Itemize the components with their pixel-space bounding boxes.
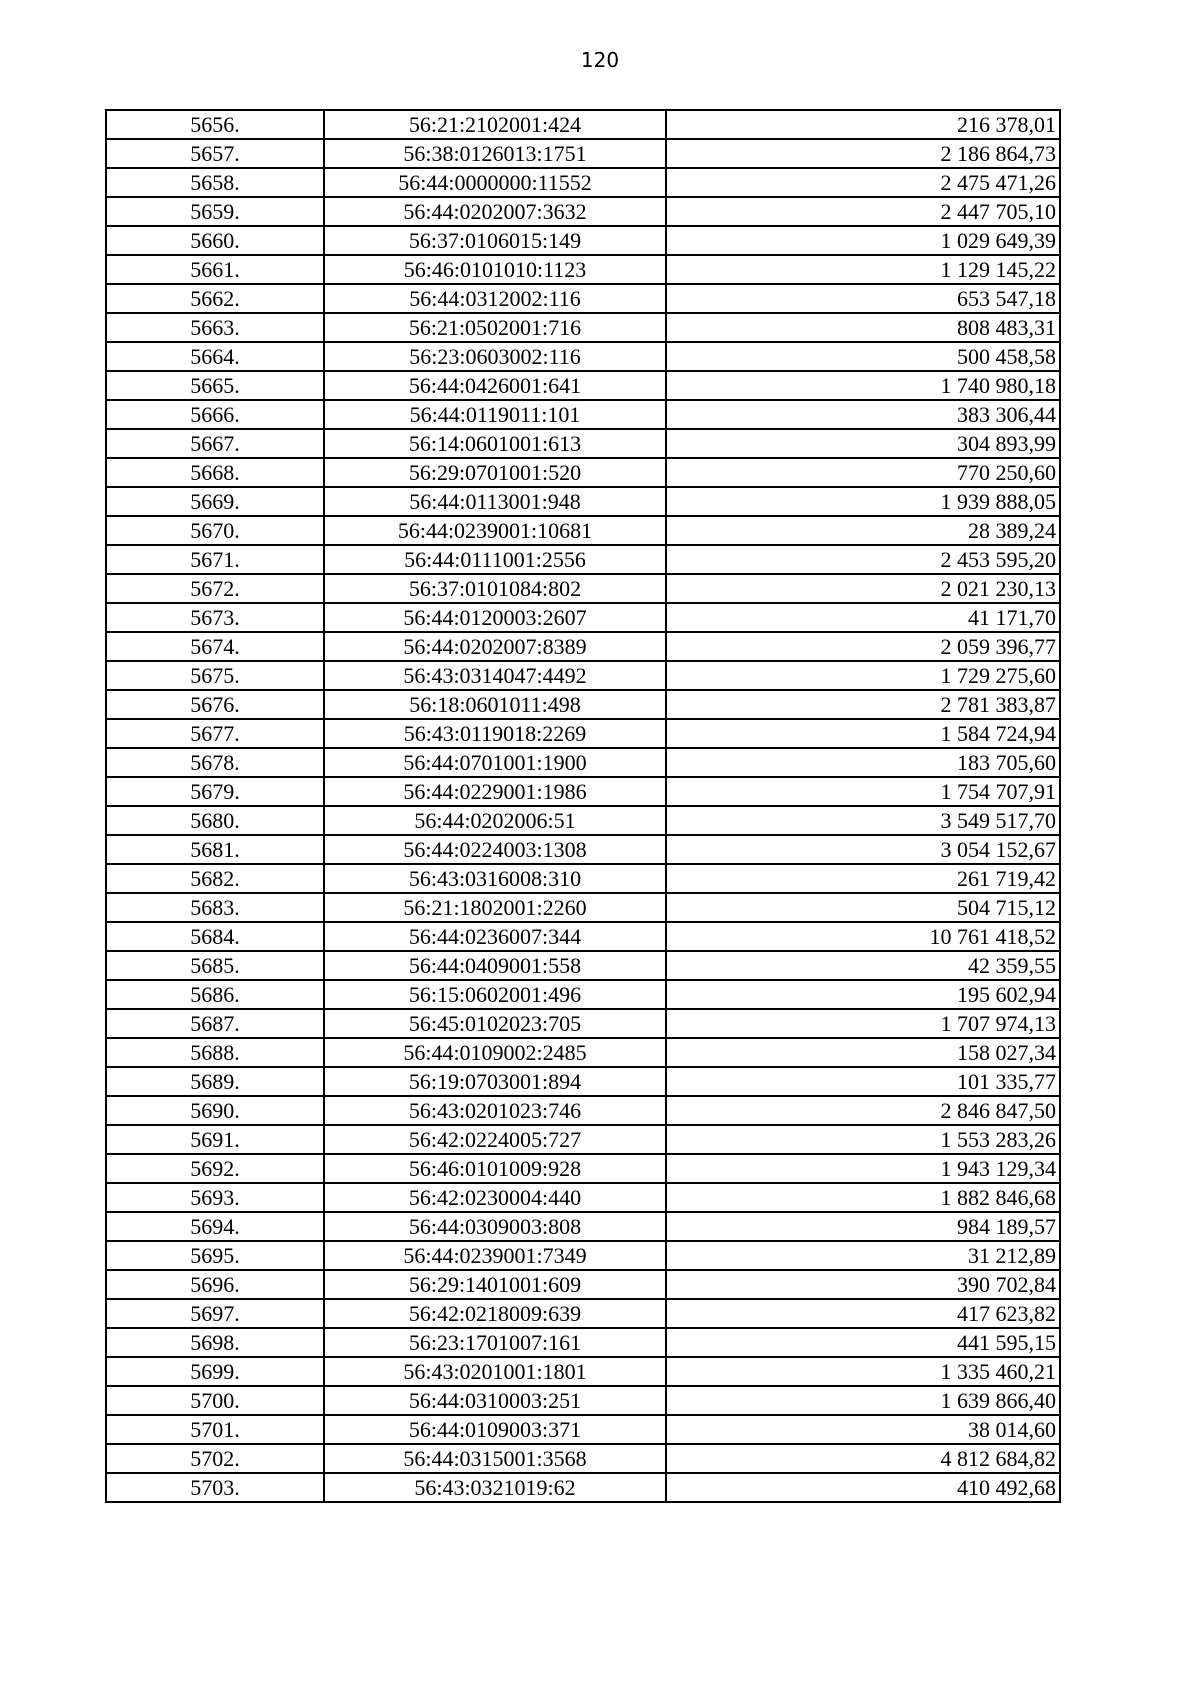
table-row bbox=[106, 574, 1060, 603]
cadastral-value-cell: 2 186 864,73 bbox=[666, 139, 1060, 168]
row-number-cell: 5656. bbox=[106, 110, 324, 139]
table-row bbox=[106, 487, 1060, 516]
row-number-cell: 5696. bbox=[106, 1270, 324, 1299]
cadastral-number-cell: 56:44:0224003:1308 bbox=[324, 835, 666, 864]
table-row bbox=[106, 400, 1060, 429]
row-number-cell: 5702. bbox=[106, 1444, 324, 1473]
table-row bbox=[106, 458, 1060, 487]
cadastral-value-cell: 4 812 684,82 bbox=[666, 1444, 1060, 1473]
table-row bbox=[106, 864, 1060, 893]
cadastral-value-cell: 500 458,58 bbox=[666, 342, 1060, 371]
table-row bbox=[106, 226, 1060, 255]
cadastral-value-cell: 10 761 418,52 bbox=[666, 922, 1060, 951]
cadastral-number-cell: 56:44:0236007:344 bbox=[324, 922, 666, 951]
row-number-cell: 5692. bbox=[106, 1154, 324, 1183]
row-number-cell: 5670. bbox=[106, 516, 324, 545]
cadastral-value-cell: 417 623,82 bbox=[666, 1299, 1060, 1328]
table-row bbox=[106, 371, 1060, 400]
table-row bbox=[106, 110, 1060, 139]
cadastral-number-cell: 56:21:0502001:716 bbox=[324, 313, 666, 342]
cadastral-value-cell: 1 129 145,22 bbox=[666, 255, 1060, 284]
cadastral-number-cell: 56:44:0119011:101 bbox=[324, 400, 666, 429]
row-number-cell: 5667. bbox=[106, 429, 324, 458]
cadastral-number-cell: 56:23:1701007:161 bbox=[324, 1328, 666, 1357]
table-row bbox=[106, 1154, 1060, 1183]
table-row bbox=[106, 690, 1060, 719]
cadastral-number-cell: 56:44:0202006:51 bbox=[324, 806, 666, 835]
row-number-cell: 5664. bbox=[106, 342, 324, 371]
cadastral-number-cell: 56:44:0229001:1986 bbox=[324, 777, 666, 806]
cadastral-value-cell: 1 584 724,94 bbox=[666, 719, 1060, 748]
table-row bbox=[106, 1270, 1060, 1299]
cadastral-number-cell: 56:42:0218009:639 bbox=[324, 1299, 666, 1328]
cadastral-value-cell: 304 893,99 bbox=[666, 429, 1060, 458]
table-row bbox=[106, 748, 1060, 777]
row-number-cell: 5701. bbox=[106, 1415, 324, 1444]
row-number-cell: 5689. bbox=[106, 1067, 324, 1096]
cadastral-number-cell: 56:38:0126013:1751 bbox=[324, 139, 666, 168]
cadastral-number-cell: 56:43:0119018:2269 bbox=[324, 719, 666, 748]
cadastral-value-cell: 1 939 888,05 bbox=[666, 487, 1060, 516]
row-number-cell: 5688. bbox=[106, 1038, 324, 1067]
row-number-cell: 5693. bbox=[106, 1183, 324, 1212]
row-number-cell: 5663. bbox=[106, 313, 324, 342]
table-row bbox=[106, 777, 1060, 806]
cadastral-number-cell: 56:44:0239001:7349 bbox=[324, 1241, 666, 1270]
table-row bbox=[106, 603, 1060, 632]
table-row bbox=[106, 342, 1060, 371]
cadastral-number-cell: 56:44:0309003:808 bbox=[324, 1212, 666, 1241]
cadastral-value-cell: 216 378,01 bbox=[666, 110, 1060, 139]
cadastral-number-cell: 56:21:2102001:424 bbox=[324, 110, 666, 139]
row-number-cell: 5660. bbox=[106, 226, 324, 255]
cadastral-number-cell: 56:46:0101009:928 bbox=[324, 1154, 666, 1183]
row-number-cell: 5671. bbox=[106, 545, 324, 574]
table-row bbox=[106, 1241, 1060, 1270]
cadastral-value-cell: 1 729 275,60 bbox=[666, 661, 1060, 690]
cadastral-number-cell: 56:44:0312002:116 bbox=[324, 284, 666, 313]
row-number-cell: 5662. bbox=[106, 284, 324, 313]
row-number-cell: 5666. bbox=[106, 400, 324, 429]
cadastral-number-cell: 56:45:0102023:705 bbox=[324, 1009, 666, 1038]
row-number-cell: 5658. bbox=[106, 168, 324, 197]
cadastral-number-cell: 56:14:0601001:613 bbox=[324, 429, 666, 458]
cadastral-number-cell: 56:44:0202007:3632 bbox=[324, 197, 666, 226]
table-row bbox=[106, 922, 1060, 951]
cadastral-number-cell: 56:44:0111001:2556 bbox=[324, 545, 666, 574]
table-row bbox=[106, 1357, 1060, 1386]
table-row bbox=[106, 429, 1060, 458]
cadastral-number-cell: 56:42:0224005:727 bbox=[324, 1125, 666, 1154]
row-number-cell: 5673. bbox=[106, 603, 324, 632]
table-row bbox=[106, 1067, 1060, 1096]
cadastral-number-cell: 56:43:0201001:1801 bbox=[324, 1357, 666, 1386]
cadastral-value-cell: 390 702,84 bbox=[666, 1270, 1060, 1299]
table-row bbox=[106, 545, 1060, 574]
cadastral-value-cell: 42 359,55 bbox=[666, 951, 1060, 980]
row-number-cell: 5675. bbox=[106, 661, 324, 690]
cadastral-number-cell: 56:42:0230004:440 bbox=[324, 1183, 666, 1212]
cadastral-number-cell: 56:44:0426001:641 bbox=[324, 371, 666, 400]
row-number-cell: 5695. bbox=[106, 1241, 324, 1270]
table-row bbox=[106, 255, 1060, 284]
table-row bbox=[106, 1328, 1060, 1357]
row-number-cell: 5697. bbox=[106, 1299, 324, 1328]
cadastral-value-cell: 1 029 649,39 bbox=[666, 226, 1060, 255]
cadastral-value-cell: 383 306,44 bbox=[666, 400, 1060, 429]
table-row bbox=[106, 139, 1060, 168]
cadastral-value-cell: 1 943 129,34 bbox=[666, 1154, 1060, 1183]
cadastral-value-cell: 2 021 230,13 bbox=[666, 574, 1060, 603]
cadastral-value-cell: 2 453 595,20 bbox=[666, 545, 1060, 574]
cadastral-value-cell: 984 189,57 bbox=[666, 1212, 1060, 1241]
row-number-cell: 5685. bbox=[106, 951, 324, 980]
cadastral-value-cell: 2 059 396,77 bbox=[666, 632, 1060, 661]
row-number-cell: 5657. bbox=[106, 139, 324, 168]
cadastral-number-cell: 56:23:0603002:116 bbox=[324, 342, 666, 371]
cadastral-value-cell: 158 027,34 bbox=[666, 1038, 1060, 1067]
row-number-cell: 5665. bbox=[106, 371, 324, 400]
row-number-cell: 5674. bbox=[106, 632, 324, 661]
cadastral-value-cell: 808 483,31 bbox=[666, 313, 1060, 342]
row-number-cell: 5694. bbox=[106, 1212, 324, 1241]
cadastral-value-cell: 770 250,60 bbox=[666, 458, 1060, 487]
row-number-cell: 5699. bbox=[106, 1357, 324, 1386]
table-row bbox=[106, 632, 1060, 661]
row-number-cell: 5680. bbox=[106, 806, 324, 835]
table-row bbox=[106, 168, 1060, 197]
cadastral-number-cell: 56:44:0113001:948 bbox=[324, 487, 666, 516]
cadastral-number-cell: 56:44:0239001:10681 bbox=[324, 516, 666, 545]
cadastral-value-cell: 2 475 471,26 bbox=[666, 168, 1060, 197]
cadastral-value-cell: 41 171,70 bbox=[666, 603, 1060, 632]
cadastral-value-cell: 3 054 152,67 bbox=[666, 835, 1060, 864]
table-row bbox=[106, 980, 1060, 1009]
row-number-cell: 5668. bbox=[106, 458, 324, 487]
row-number-cell: 5682. bbox=[106, 864, 324, 893]
table-row bbox=[106, 1473, 1060, 1502]
cadastral-value-cell: 2 447 705,10 bbox=[666, 197, 1060, 226]
row-number-cell: 5672. bbox=[106, 574, 324, 603]
cadastral-number-cell: 56:43:0321019:62 bbox=[324, 1473, 666, 1502]
cadastral-number-cell: 56:19:0703001:894 bbox=[324, 1067, 666, 1096]
cadastral-value-cell: 2 781 383,87 bbox=[666, 690, 1060, 719]
row-number-cell: 5677. bbox=[106, 719, 324, 748]
table-row bbox=[106, 516, 1060, 545]
cadastral-number-cell: 56:44:0310003:251 bbox=[324, 1386, 666, 1415]
cadastral-value-cell: 441 595,15 bbox=[666, 1328, 1060, 1357]
cadastral-number-cell: 56:44:0120003:2607 bbox=[324, 603, 666, 632]
row-number-cell: 5691. bbox=[106, 1125, 324, 1154]
cadastral-number-cell: 56:29:1401001:609 bbox=[324, 1270, 666, 1299]
cadastral-value-cell: 1 639 866,40 bbox=[666, 1386, 1060, 1415]
cadastral-value-cell: 1 754 707,91 bbox=[666, 777, 1060, 806]
cadastral-value-cell: 410 492,68 bbox=[666, 1473, 1060, 1502]
table-row bbox=[106, 284, 1060, 313]
row-number-cell: 5687. bbox=[106, 1009, 324, 1038]
row-number-cell: 5659. bbox=[106, 197, 324, 226]
row-number-cell: 5669. bbox=[106, 487, 324, 516]
table-row bbox=[106, 1212, 1060, 1241]
cadastral-value-cell: 1 707 974,13 bbox=[666, 1009, 1060, 1038]
cadastral-value-cell: 2 846 847,50 bbox=[666, 1096, 1060, 1125]
cadastral-value-cell: 195 602,94 bbox=[666, 980, 1060, 1009]
cadastral-number-cell: 56:44:0000000:11552 bbox=[324, 168, 666, 197]
table-row bbox=[106, 1125, 1060, 1154]
cadastral-value-cell: 1 740 980,18 bbox=[666, 371, 1060, 400]
cadastral-number-cell: 56:44:0701001:1900 bbox=[324, 748, 666, 777]
table-row bbox=[106, 661, 1060, 690]
cadastral-number-cell: 56:43:0314047:4492 bbox=[324, 661, 666, 690]
cadastral-value-cell: 31 212,89 bbox=[666, 1241, 1060, 1270]
cadastral-value-cell: 261 719,42 bbox=[666, 864, 1060, 893]
cadastral-number-cell: 56:37:0106015:149 bbox=[324, 226, 666, 255]
cadastral-value-cell: 1 553 283,26 bbox=[666, 1125, 1060, 1154]
table-row bbox=[106, 1009, 1060, 1038]
table-row bbox=[106, 719, 1060, 748]
cadastral-number-cell: 56:21:1802001:2260 bbox=[324, 893, 666, 922]
cadastral-number-cell: 56:44:0109002:2485 bbox=[324, 1038, 666, 1067]
cadastral-value-cell: 3 549 517,70 bbox=[666, 806, 1060, 835]
cadastral-number-cell: 56:44:0315001:3568 bbox=[324, 1444, 666, 1473]
page-number: 120 bbox=[580, 48, 620, 72]
cadastral-number-cell: 56:18:0601011:498 bbox=[324, 690, 666, 719]
row-number-cell: 5690. bbox=[106, 1096, 324, 1125]
cadastral-value-cell: 1 882 846,68 bbox=[666, 1183, 1060, 1212]
table-body bbox=[106, 110, 1060, 1502]
row-number-cell: 5679. bbox=[106, 777, 324, 806]
table-row bbox=[106, 1386, 1060, 1415]
table-row bbox=[106, 951, 1060, 980]
row-number-cell: 5703. bbox=[106, 1473, 324, 1502]
table-row bbox=[106, 1299, 1060, 1328]
cadastral-value-cell: 28 389,24 bbox=[666, 516, 1060, 545]
table-row bbox=[106, 1096, 1060, 1125]
table-row bbox=[106, 893, 1060, 922]
cadastral-number-cell: 56:44:0409001:558 bbox=[324, 951, 666, 980]
cadastral-value-table bbox=[105, 109, 1061, 1503]
row-number-cell: 5661. bbox=[106, 255, 324, 284]
cadastral-number-cell: 56:15:0602001:496 bbox=[324, 980, 666, 1009]
row-number-cell: 5698. bbox=[106, 1328, 324, 1357]
table-row bbox=[106, 835, 1060, 864]
cadastral-number-cell: 56:44:0202007:8389 bbox=[324, 632, 666, 661]
table-row bbox=[106, 1183, 1060, 1212]
table-row bbox=[106, 806, 1060, 835]
cadastral-number-cell: 56:46:0101010:1123 bbox=[324, 255, 666, 284]
row-number-cell: 5681. bbox=[106, 835, 324, 864]
table-row bbox=[106, 1415, 1060, 1444]
row-number-cell: 5683. bbox=[106, 893, 324, 922]
cadastral-value-cell: 504 715,12 bbox=[666, 893, 1060, 922]
row-number-cell: 5678. bbox=[106, 748, 324, 777]
cadastral-value-cell: 183 705,60 bbox=[666, 748, 1060, 777]
cadastral-number-cell: 56:37:0101084:802 bbox=[324, 574, 666, 603]
table-row bbox=[106, 313, 1060, 342]
row-number-cell: 5676. bbox=[106, 690, 324, 719]
table-row bbox=[106, 1444, 1060, 1473]
cadastral-number-cell: 56:44:0109003:371 bbox=[324, 1415, 666, 1444]
table-row bbox=[106, 1038, 1060, 1067]
cadastral-number-cell: 56:29:0701001:520 bbox=[324, 458, 666, 487]
row-number-cell: 5700. bbox=[106, 1386, 324, 1415]
cadastral-value-cell: 38 014,60 bbox=[666, 1415, 1060, 1444]
cadastral-number-cell: 56:43:0316008:310 bbox=[324, 864, 666, 893]
cadastral-number-cell: 56:43:0201023:746 bbox=[324, 1096, 666, 1125]
row-number-cell: 5684. bbox=[106, 922, 324, 951]
cadastral-value-cell: 1 335 460,21 bbox=[666, 1357, 1060, 1386]
table-row bbox=[106, 197, 1060, 226]
cadastral-value-cell: 653 547,18 bbox=[666, 284, 1060, 313]
row-number-cell: 5686. bbox=[106, 980, 324, 1009]
cadastral-value-cell: 101 335,77 bbox=[666, 1067, 1060, 1096]
